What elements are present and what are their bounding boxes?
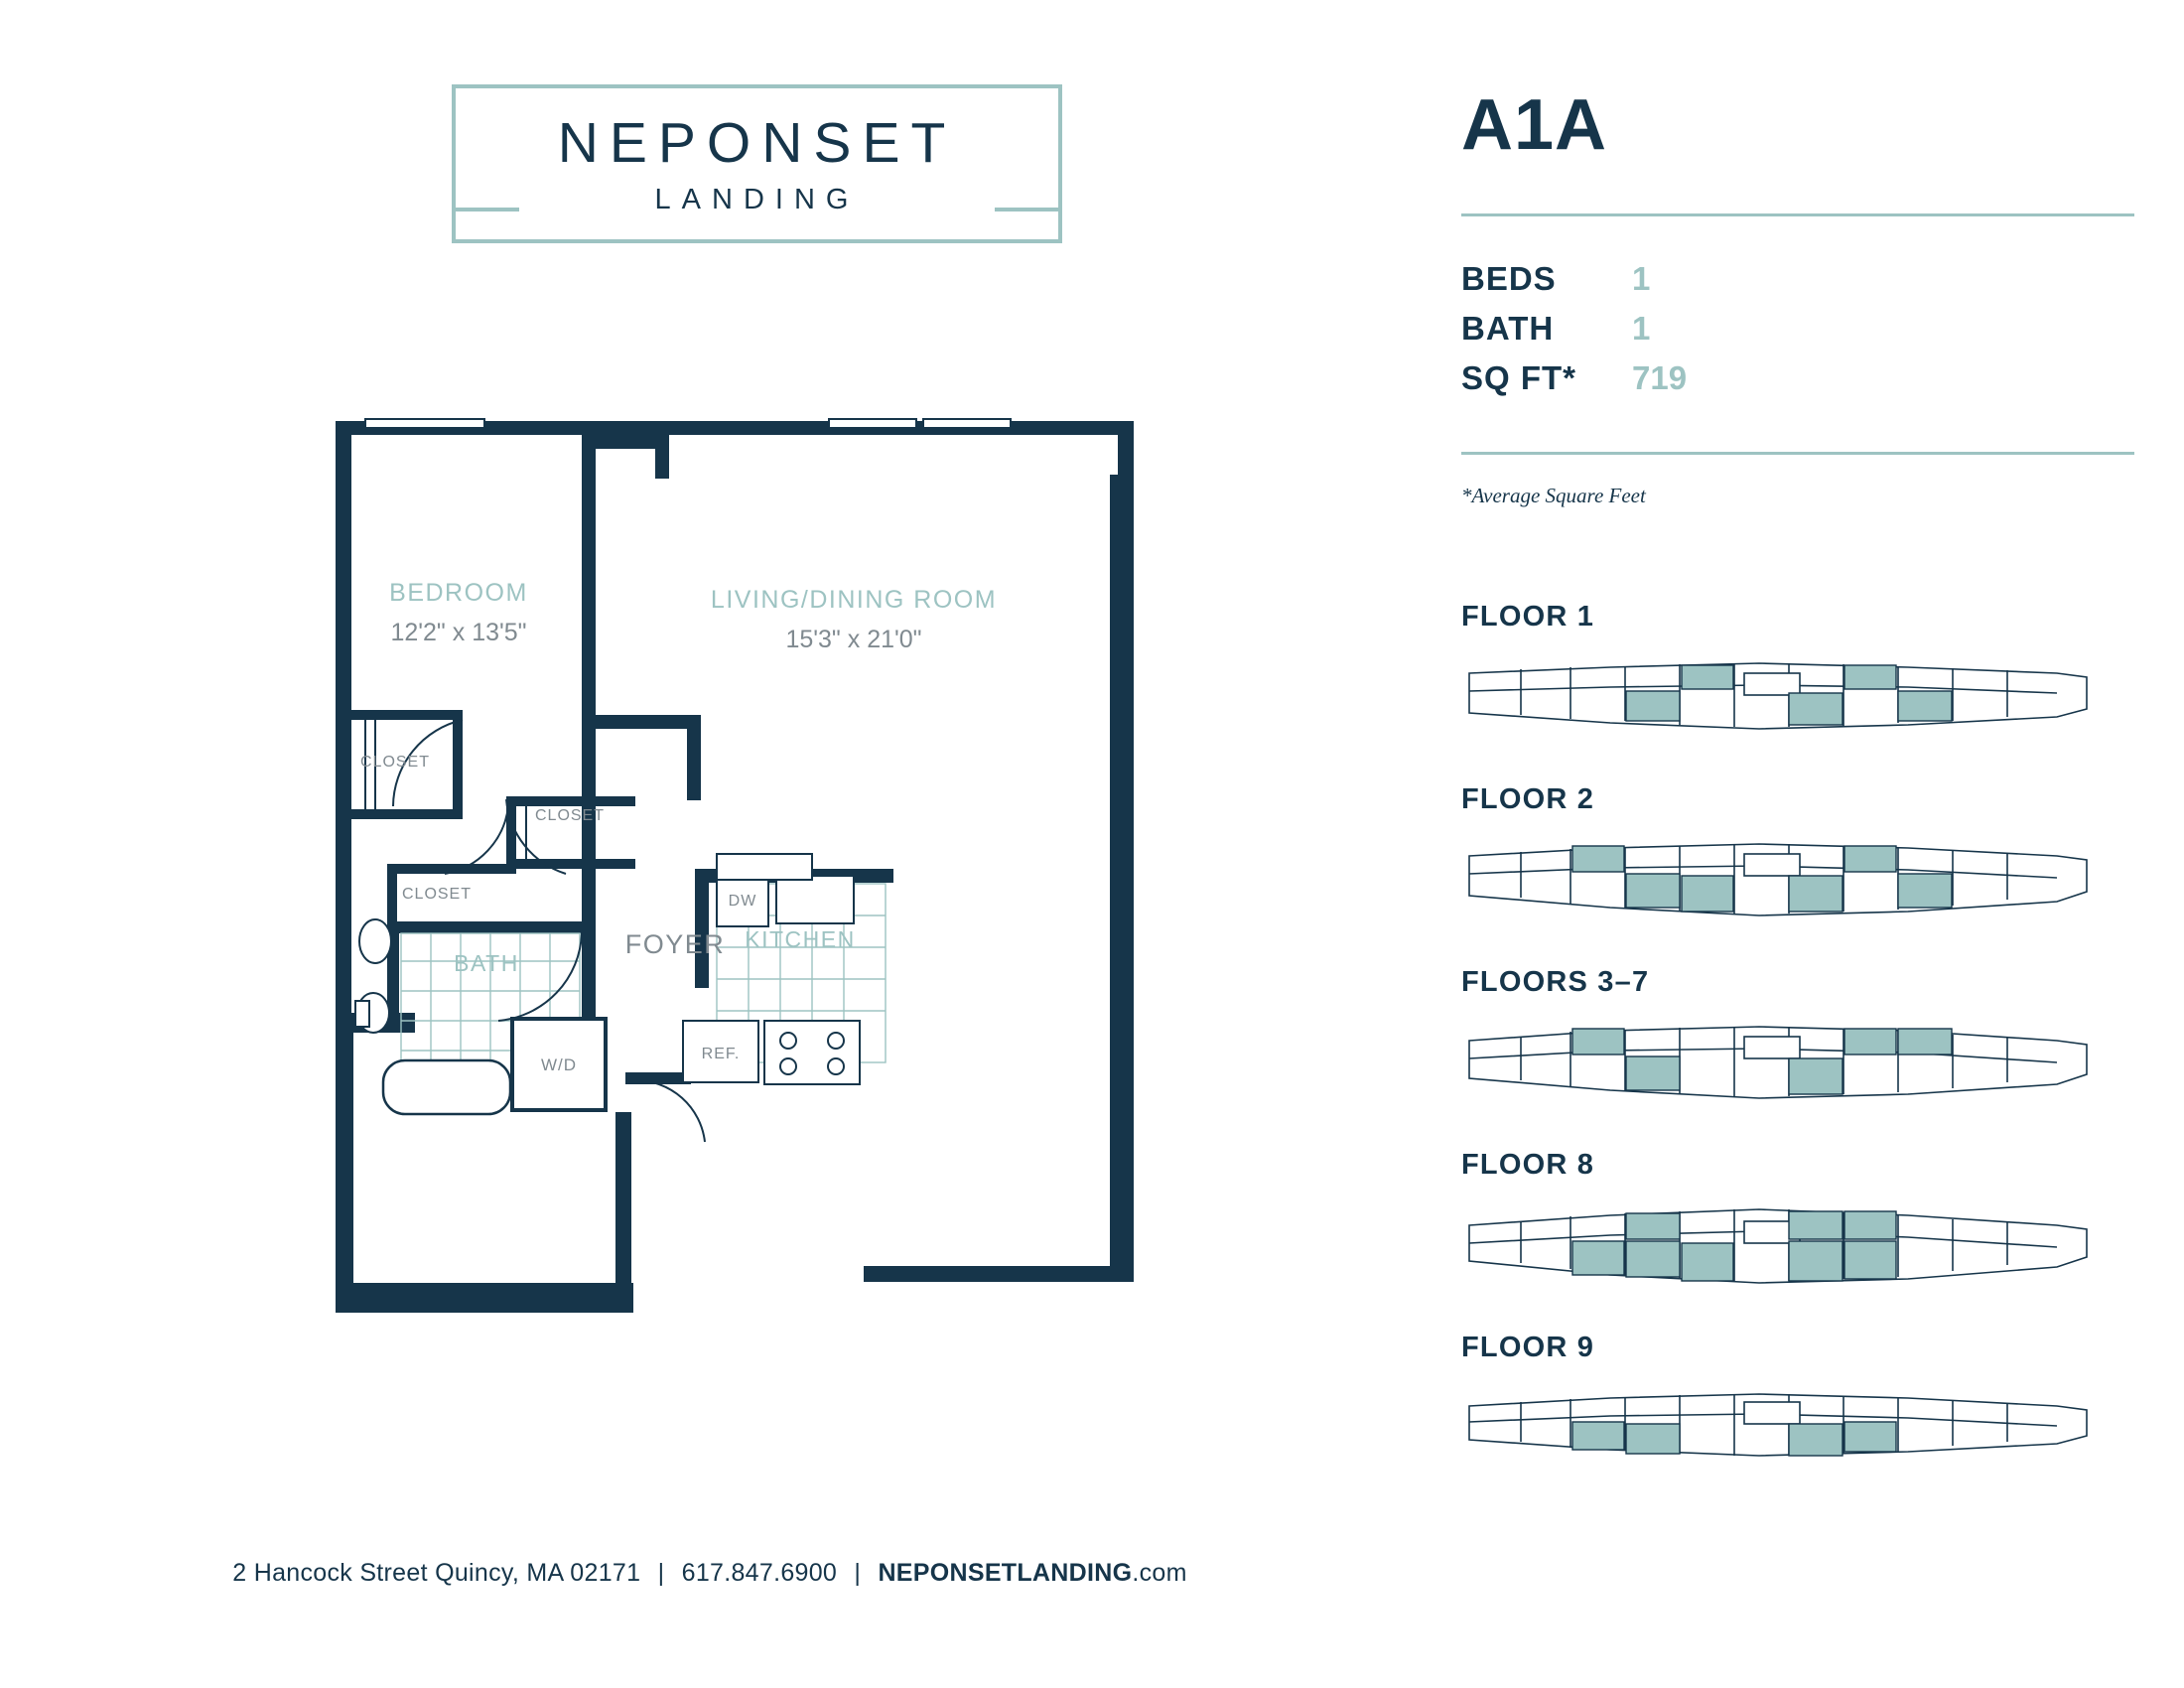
room-label-bath: BATH bbox=[454, 950, 519, 976]
room-label-living: LIVING/DINING ROOM bbox=[710, 586, 998, 614]
page-title: A1A bbox=[1461, 85, 1608, 165]
footer-website[interactable]: NEPONSETLANDING bbox=[878, 1559, 1133, 1587]
room-dims-living: 15'3" x 21'0" bbox=[785, 626, 922, 653]
room-label-closet-2: CLOSET bbox=[534, 807, 606, 824]
room-dims-bedroom: 12'2" x 13'5" bbox=[390, 619, 527, 646]
keyplan-label-floors-3-7: FLOORS 3–7 bbox=[1461, 966, 1650, 998]
room-label-kitchen: KITCHEN bbox=[745, 926, 856, 952]
unit-specs bbox=[1461, 260, 2136, 409]
room-label-foyer: FOYER bbox=[624, 929, 726, 959]
keyplan-label-floor-9: FLOOR 9 bbox=[1461, 1332, 1595, 1363]
divider-top bbox=[1461, 213, 2134, 216]
logo-title: NEPONSET bbox=[557, 111, 957, 175]
spec-row-bath bbox=[1461, 310, 2136, 359]
logo-subtitle: LANDING bbox=[654, 184, 860, 215]
keyplan-floor-8[interactable] bbox=[1461, 1199, 2102, 1299]
footer-address: 2 Hancock Street Quincy, MA 02171 bbox=[232, 1559, 641, 1587]
divider-bottom bbox=[1461, 452, 2134, 455]
appliance-label-dishwasher: DW bbox=[728, 893, 757, 910]
keyplan-block-floor-9 bbox=[1461, 1332, 2146, 1481]
spec-row-beds bbox=[1461, 260, 2136, 310]
sqft-footnote: *Average Square Feet bbox=[1461, 484, 1646, 507]
spec-value-bath: 1 bbox=[1632, 310, 1651, 347]
unit-floorplan-drawing bbox=[328, 417, 1191, 1410]
room-label-closet-3: CLOSET bbox=[401, 886, 473, 903]
spec-label-bath: BATH bbox=[1461, 310, 1555, 347]
room-label-bedroom: BEDROOM bbox=[389, 579, 528, 607]
keyplan-block-floor-2 bbox=[1461, 783, 2146, 933]
brand-logo bbox=[452, 84, 1062, 243]
spec-row-sqft bbox=[1461, 359, 2136, 409]
keyplan-floor-9[interactable] bbox=[1461, 1382, 2102, 1481]
keyplan-list bbox=[1461, 601, 2146, 1514]
keyplan-floors-3-7[interactable] bbox=[1461, 1017, 2102, 1116]
appliance-label-refrigerator: REF. bbox=[701, 1046, 741, 1062]
keyplan-label-floor-1: FLOOR 1 bbox=[1461, 601, 1595, 633]
keyplan-block-floor-1 bbox=[1461, 601, 2146, 751]
keyplan-floor-2[interactable] bbox=[1461, 834, 2102, 933]
spec-label-sqft: SQ FT* bbox=[1461, 359, 1577, 396]
footer-phone[interactable]: 617.847.6900 bbox=[681, 1559, 838, 1587]
footer-website-suffix[interactable]: .com bbox=[1132, 1559, 1187, 1587]
keyplan-label-floor-2: FLOOR 2 bbox=[1461, 783, 1595, 815]
footer-separator-2: | bbox=[854, 1559, 862, 1587]
appliance-label-washer-dryer: W/D bbox=[540, 1055, 578, 1074]
spec-label-beds: BEDS bbox=[1461, 260, 1557, 297]
keyplan-block-floor-8 bbox=[1461, 1149, 2146, 1299]
spec-value-beds: 1 bbox=[1632, 260, 1651, 297]
keyplan-floor-1[interactable] bbox=[1461, 651, 2102, 751]
footer-separator-1: | bbox=[657, 1559, 665, 1587]
room-label-closet-1: CLOSET bbox=[359, 754, 431, 771]
footer bbox=[0, 1559, 1420, 1588]
keyplan-label-floor-8: FLOOR 8 bbox=[1461, 1149, 1595, 1181]
keyplan-block-floors-3-7 bbox=[1461, 966, 2146, 1116]
spec-value-sqft: 719 bbox=[1632, 359, 1688, 396]
